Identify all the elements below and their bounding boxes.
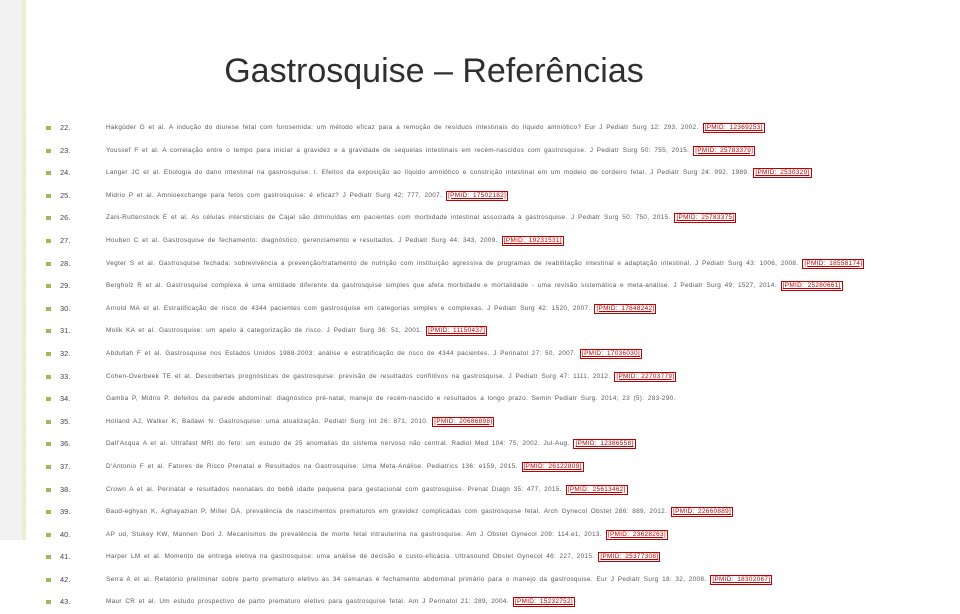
reference-item xyxy=(60,117,940,140)
reference-text-container xyxy=(106,433,636,456)
reference-item xyxy=(60,140,940,163)
bullet-marker-icon xyxy=(46,126,51,130)
reference-number: 32. xyxy=(60,348,71,358)
reference-citation: Hakgüder G et al. A indução do diurese fetal com furosemida: um método eficaz para a remoção de resíduos intestinais do líquido amniótico? Eur J Pediatr Surg 12: 293, 2002. xyxy=(106,124,699,131)
reference-citation: Serra A et al. Relatório preliminar sobre parto prematuro eletivo às 34 semanas e fechamento abdominal primário para o manejo da gastrosquise. Eur J Pediatr Surg 18: 32, 2008. xyxy=(106,575,707,583)
bullet-marker-icon xyxy=(46,578,51,582)
reference-text-container xyxy=(106,411,494,434)
reference-text-container xyxy=(106,479,628,502)
pmid-link[interactable]: [PMID: 18558174] xyxy=(804,259,863,267)
bullet-marker-icon xyxy=(46,239,51,243)
pmid-link[interactable]: [PMID: 17848242] xyxy=(596,304,655,312)
reference-text-container xyxy=(106,343,642,366)
bullet-marker-icon xyxy=(46,171,51,175)
bullet-marker-icon xyxy=(46,262,51,266)
reference-item xyxy=(60,591,940,614)
reference-item xyxy=(60,411,940,434)
reference-item xyxy=(60,207,940,230)
reference-citation: Maur CR et al. Um estudo prospectivo de parto prematuro eletivo para gastrosquise fetal. Am J Perinatol 21: 289, 2004. xyxy=(106,598,509,606)
reference-text-container xyxy=(106,320,487,343)
reference-item xyxy=(60,320,940,343)
reference-item xyxy=(60,501,940,524)
reference-item xyxy=(60,546,940,569)
reference-citation: Crown A et al. Perinatal e resultados neonatais do bebê idade pequena para gestacional com gastrosquise. Prenat Diagn 35: 477, 2015. xyxy=(106,485,562,493)
bullet-marker-icon xyxy=(46,442,51,446)
reference-text-container xyxy=(106,388,676,411)
reference-text-container xyxy=(106,546,660,569)
bullet-marker-icon xyxy=(46,194,51,198)
pmid-link[interactable]: [PMID: 15232752] xyxy=(514,598,573,606)
bullet-marker-icon xyxy=(46,375,51,379)
reference-text-container xyxy=(106,298,656,321)
reference-text-container xyxy=(106,501,733,524)
pmid-link[interactable]: [PMID: 25783379] xyxy=(695,146,754,154)
bullet-marker-icon xyxy=(46,329,51,333)
reference-citation: Holland AJ, Walker K, Badawi N. Gastrosquise: uma atualização. Pediatr Surg Int 26: 871, 2010. xyxy=(106,417,429,425)
reference-citation: Houben C et al. Gastrosquise de fechamento: diagnóstico, gerenciamento e resultados. J Pediatr Surg 44: 343, 2009. xyxy=(106,236,498,244)
pmid-link[interactable]: [PMID: 25377308] xyxy=(600,553,659,561)
reference-number: 40. xyxy=(60,529,71,539)
reference-text-container xyxy=(106,162,812,185)
reference-item xyxy=(60,185,940,208)
pmid-link[interactable]: [PMID: 22660889] xyxy=(673,508,732,516)
reference-number: 27. xyxy=(60,235,71,245)
reference-number: 35. xyxy=(60,416,71,426)
pmid-link[interactable]: [PMID: 2530329] xyxy=(755,169,810,177)
reference-citation: Youssef F et al. A correlação entre o tempo para iniciar a gravidez e a gravidade de sequelas intestinais em recém-nascidos com gastrosquise. J Pediatr Surg 50: 755, 2015. xyxy=(106,146,690,154)
reference-item xyxy=(60,275,940,298)
reference-item xyxy=(60,230,940,253)
reference-text-container xyxy=(106,185,508,208)
reference-item xyxy=(60,456,940,479)
reference-number: 24. xyxy=(60,168,71,178)
reference-item xyxy=(60,524,940,547)
reference-citation: D'Antonio F et al. Fatores de Risco Prenatal e Resultados na Gastrosquise: Uma Meta-Análise. Pediatrics 136: e159, 2015. xyxy=(106,462,518,470)
reference-text-container xyxy=(106,524,668,547)
reference-citation: Baud-eghyan K, Aghayazian P, Miller DA. prevalência de nascimentos prematuros em gravidez complicadas com gastrosquise fetal. Arch Gynecol Obstet 286: 889, 2012. xyxy=(106,508,668,516)
pmid-link[interactable]: [PMID: 23628263] xyxy=(607,530,666,538)
reference-item xyxy=(60,253,940,276)
bullet-marker-icon xyxy=(46,488,51,492)
reference-text-container xyxy=(106,366,676,389)
reference-number: 42. xyxy=(60,574,71,584)
reference-item xyxy=(60,479,940,502)
reference-citation: Vegter S et al. Gastrosquise fechada: sobrevivência a prevenção/tratamento de nutrição com instituição agressiva de programas de reabilitação intestinal e adaptação intestinal. J Pediatr Surg 43: 1006, 2008. xyxy=(106,259,799,267)
reference-text-container xyxy=(106,275,843,298)
reference-text-container xyxy=(106,230,564,253)
bullet-marker-icon xyxy=(46,555,51,559)
bullet-marker-icon xyxy=(46,307,51,311)
reference-citation: Harper LM et al. Momento de entrega eletiva na gastrosquise: uma análise de decisão e custo-eficácia. Ultrasound Obstet Gynecol 46: 227, 2015. xyxy=(106,553,595,561)
bullet-marker-icon xyxy=(46,600,51,604)
slide-title: Gastrosquise – Referências xyxy=(224,52,644,90)
bullet-marker-icon xyxy=(46,216,51,220)
reference-number: 33. xyxy=(60,371,71,381)
reference-citation: Langer JC et al. Etiologia do dano intestinal na gastrosquise. I. Efeitos da exposição ao líquido amniótico e constrição intestinal em um modelo de cordeiro fetal. J Pediatr Surg 24: 992, 1989. xyxy=(106,169,750,177)
reference-item xyxy=(60,298,940,321)
reference-number: 29. xyxy=(60,281,71,291)
reference-citation: Gamba P, Midrio P. defeitos da parede abdominal: diagnóstico pré-natal, manejo de recém-nascido e resultados a longo prazo. Semin Pediatr Surg. 2014; 23 (5): 283-290. xyxy=(106,395,676,403)
pmid-link[interactable]: [PMID: 25280661] xyxy=(782,282,841,290)
reference-citation: AP ud, Stukey KW, Mannen Dori J. Mecanismos de prevalência de morte fetal intrauterina na gastrosquise. Am J Obstet Gynecol 209: 114.e1, 2013. xyxy=(106,530,602,538)
reference-citation: Abdullah F et al. Gastrosquise nos Estados Unidos 1988-2003: análise e estratificação de risco de 4344 pacientes. J Perinatol 27: 50, 2007. xyxy=(106,349,576,357)
reference-list xyxy=(60,117,940,614)
bullet-marker-icon xyxy=(46,149,51,153)
pmid-link[interactable]: [PMID: 25613462] xyxy=(567,485,626,493)
bullet-marker-icon xyxy=(46,465,51,469)
reference-text-container xyxy=(106,569,772,592)
pmid-link[interactable]: [PMID: 25783375] xyxy=(676,214,735,222)
bullet-marker-icon xyxy=(46,510,51,514)
reference-text-container xyxy=(106,253,864,276)
bullet-marker-icon xyxy=(46,397,51,401)
reference-item xyxy=(60,569,940,592)
bullet-marker-icon xyxy=(46,533,51,537)
reference-item xyxy=(60,433,940,456)
pmid-link[interactable]: [PMID: 17502182] xyxy=(448,191,507,199)
bullet-marker-icon xyxy=(46,352,51,356)
reference-number: 28. xyxy=(60,258,71,268)
reference-number: 36. xyxy=(60,439,71,449)
bullet-marker-icon xyxy=(46,420,51,424)
reference-text-container xyxy=(106,117,765,140)
pmid-link[interactable]: [PMID: 20686898] xyxy=(434,417,493,425)
reference-number: 39. xyxy=(60,507,71,517)
reference-number: 22. xyxy=(60,123,71,132)
bullet-marker-icon xyxy=(46,284,51,288)
reference-citation: Midrio P et al. Amnioexchange para fetos com gastrosquise: é eficaz? J Pediatr Surg 42: 777, 2007. xyxy=(106,191,443,199)
reference-item xyxy=(60,162,940,185)
pmid-link[interactable]: [PMID: 11150437] xyxy=(428,327,486,335)
reference-item xyxy=(60,388,940,411)
reference-number: 23. xyxy=(60,145,71,155)
reference-citation: Bergholz R et al. Gastrosquise complexa é uma entidade diferente da gastrosquise simples que afeta morbidade e mortalidade - uma revisão sistemática e meta-análise. J Pediatr Surg 49: 1527, 2014. xyxy=(106,282,777,290)
pmid-link[interactable]: [PMID: 12386558] xyxy=(575,440,634,448)
pmid-link[interactable]: [PMID: 12369253] xyxy=(704,124,763,131)
reference-citation: Molik KA et al. Gastrosquise: um apelo à categorização de risco. J Pediatr Surg 36: 51, 2001. xyxy=(106,327,423,335)
pmid-link[interactable]: [PMID: 19231531] xyxy=(503,236,562,244)
reference-number: 43. xyxy=(60,597,71,607)
reference-number: 38. xyxy=(60,484,71,494)
reference-text-container xyxy=(106,591,575,614)
reference-text-container xyxy=(106,456,584,479)
reference-item xyxy=(60,343,940,366)
reference-text-container xyxy=(106,140,755,163)
reference-citation: Zani-Ruttenstock E et al. As células intersticiais de Cajal são diminuídas em pacientes com morbidade intestinal associada à gastrosquise. J Pediatr Surg 50: 750, 2015. xyxy=(106,214,671,222)
reference-number: 41. xyxy=(60,552,71,562)
reference-item xyxy=(60,366,940,389)
reference-citation: Cohen-Overbeek TE et al. Descobertas prognósticas de gastrosquise: previsão de resultados conflitivos na gastrosquise. J Pediatr Surg 47: 1111, 2012. xyxy=(106,372,611,380)
reference-citation: Arnold MA et al. Estratificação de risco de 4344 pacientes com gastrosquise em categorias simples e complexas. J Pediatr Surg 42: 1520, 2007. xyxy=(106,304,591,312)
reference-number: 26. xyxy=(60,213,71,223)
pmid-link[interactable]: [PMID: 26122809] xyxy=(523,462,582,470)
reference-number: 30. xyxy=(60,303,71,313)
pmid-link[interactable]: [PMID: 22703779] xyxy=(616,372,675,380)
pmid-link[interactable]: [PMID: 17036030] xyxy=(582,349,641,357)
reference-text-container xyxy=(106,207,736,230)
reference-citation: Dall'Acqua A et al. Ultrafast MRI do feto: um estudo de 25 anomalias do sistema nervoso não central. Radiol Med 104: 75, 2002. Jul-Aug. xyxy=(106,440,570,448)
reference-number: 37. xyxy=(60,461,71,471)
pmid-link[interactable]: [PMID: 18302067] xyxy=(712,575,771,583)
reference-number: 25. xyxy=(60,190,71,200)
reference-number: 34. xyxy=(60,394,71,404)
reference-number: 31. xyxy=(60,326,71,336)
